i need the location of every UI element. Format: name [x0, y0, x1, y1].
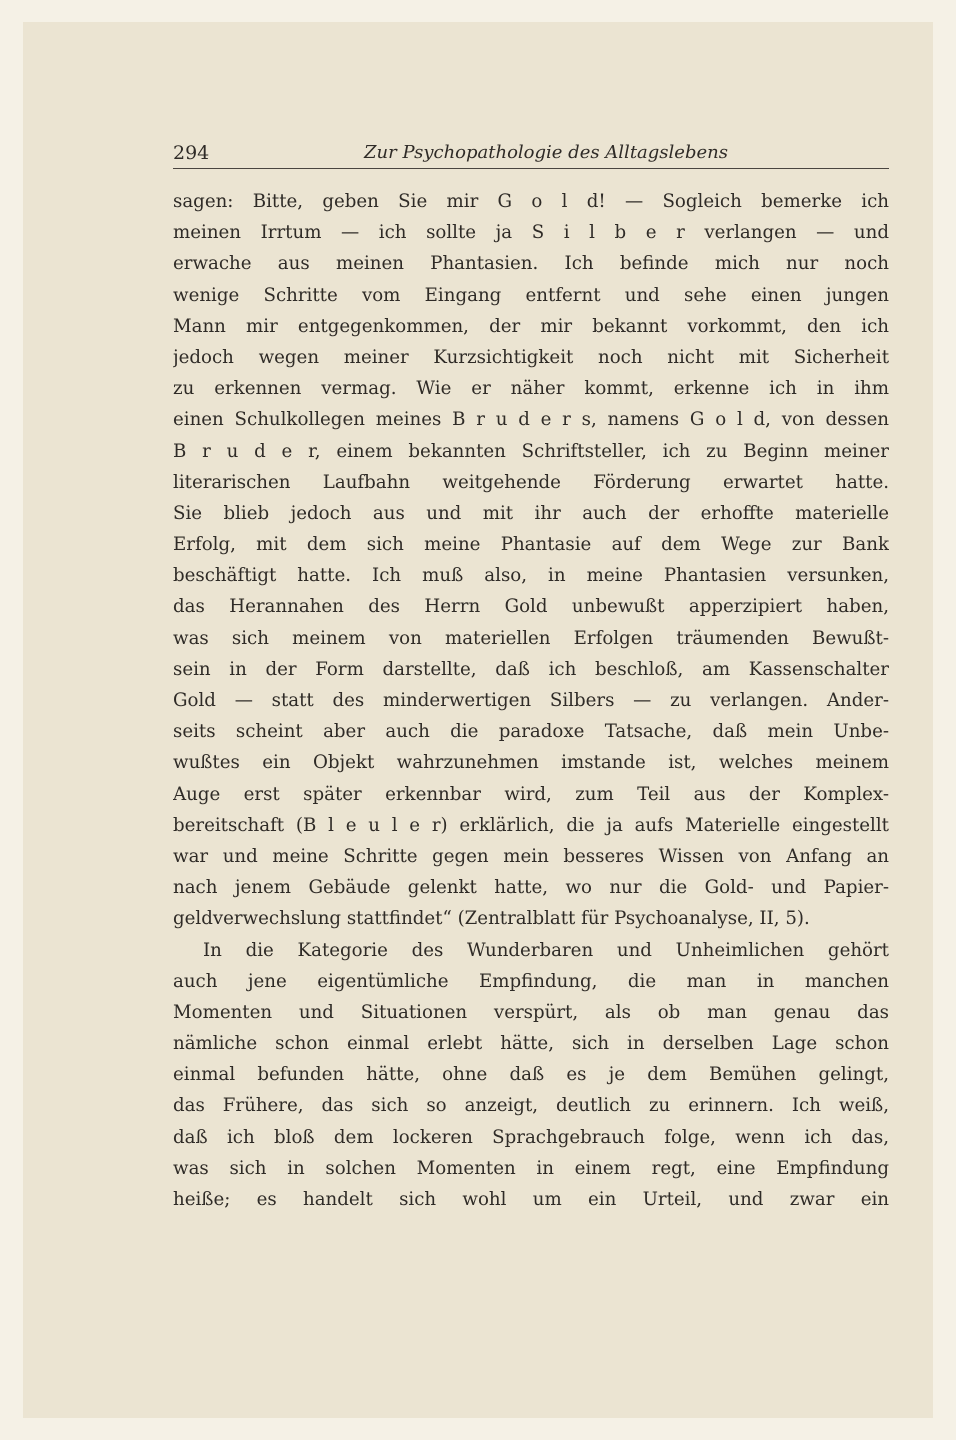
text-line: einen Schulkollegen meines B r u d e r s, namens G o l d, von dessen [173, 409, 889, 431]
text-line: bereitschaft (B l e u l e r) erklärlich, die ja aufs Materielle eingestellt [173, 814, 889, 836]
text-line: erwache aus meinen Phantasien. Ich befinde mich nur noch [173, 253, 889, 275]
text-line: wußtes ein Objekt wahrzunehmen imstande ist, welches meinem [173, 752, 889, 774]
text-line: sagen: Bitte, geben Sie mir G o l d! — Sogleich bemerke ich [173, 191, 889, 212]
text-line: Sie blieb jedoch aus und mit ihr auch der erhoffte materielle [173, 502, 889, 524]
text-line: zu erkennen vermag. Wie er näher kommt, erkenne ich in ihm [173, 378, 889, 400]
body-text [173, 186, 889, 1215]
text-line: Gold — statt des minderwertigen Silbers — zu verlangen. Ander- [173, 690, 889, 711]
text-line: Mann mir entgegenkommen, der mir bekannt vorkommt, den ich [173, 315, 889, 337]
text-line: einmal befunden hätte, ohne daß es je dem Bemühen gelingt, [173, 1064, 889, 1086]
text-line: auch jene eigentümliche Empfindung, die man in manchen [173, 970, 889, 992]
text-line: jedoch wegen meiner Kurzsichtigkeit noch nicht mit Sicherheit [173, 346, 889, 368]
text-line: was sich meinem von materiellen Erfolgen träumenden Bewußt- [173, 627, 889, 649]
text-line: beschäftigt hatte. Ich muß also, in meine Phantasien versunken, [173, 565, 889, 587]
text-line: wenige Schritte vom Eingang entfernt und sehe einen jungen [173, 284, 889, 306]
text-line: nämliche schon einmal erlebt hätte, sich in derselben Lage schon [173, 1033, 889, 1055]
text-line: In die Kategorie des Wunderbaren und Unheimlichen gehört [203, 939, 889, 961]
text-line: sein in der Form darstellte, daß ich beschloß, am Kassenschalter [173, 658, 889, 680]
text-line: das Herannahen des Herrn Gold unbewußt apperzipiert haben, [173, 596, 889, 618]
page-number: 294 [173, 142, 210, 164]
text-line: nach jenem Gebäude gelenkt hatte, wo nur die Gold- und Papier- [173, 877, 889, 899]
text-line: literarischen Laufbahn weitgehende Förderung erwartet hatte. [173, 471, 889, 493]
text-line: das Frühere, das sich so anzeigt, deutlich zu erinnern. Ich weiß, [173, 1095, 889, 1117]
text-line: was sich in solchen Momenten in einem regt, eine Empfindung [173, 1157, 889, 1179]
text-line: B r u d e r, einem bekannten Schriftsteller, ich zu Beginn meiner [173, 440, 889, 462]
text-line: meinen Irrtum — ich sollte ja S i l b e r verlangen — und [173, 222, 889, 244]
text-line: seits scheint aber auch die paradoxe Tatsache, daß mein Unbe- [173, 721, 889, 743]
text-line: Momenten und Situationen verspürt, als ob man genau das [173, 1001, 889, 1023]
text-line: geldverwechslung stattfindet“ (Zentralblatt für Psychoanalyse, II, 5). [173, 908, 810, 930]
text-line: Erfolg, mit dem sich meine Phantasie auf dem Wege zur Bank [173, 534, 889, 556]
text-line: heiße; es handelt sich wohl um ein Urteil, und zwar ein [173, 1189, 889, 1210]
page-header [173, 142, 889, 169]
text-line: war und meine Schritte gegen mein besseres Wissen von Anfang an [173, 845, 889, 867]
running-title: Zur Psychopathologie des Alltagslebens [364, 142, 728, 163]
text-line: daß ich bloß dem lockeren Sprachgebrauch folge, wenn ich das, [173, 1126, 889, 1148]
text-line: Auge erst später erkennbar wird, zum Teil aus der Komplex- [173, 783, 889, 805]
